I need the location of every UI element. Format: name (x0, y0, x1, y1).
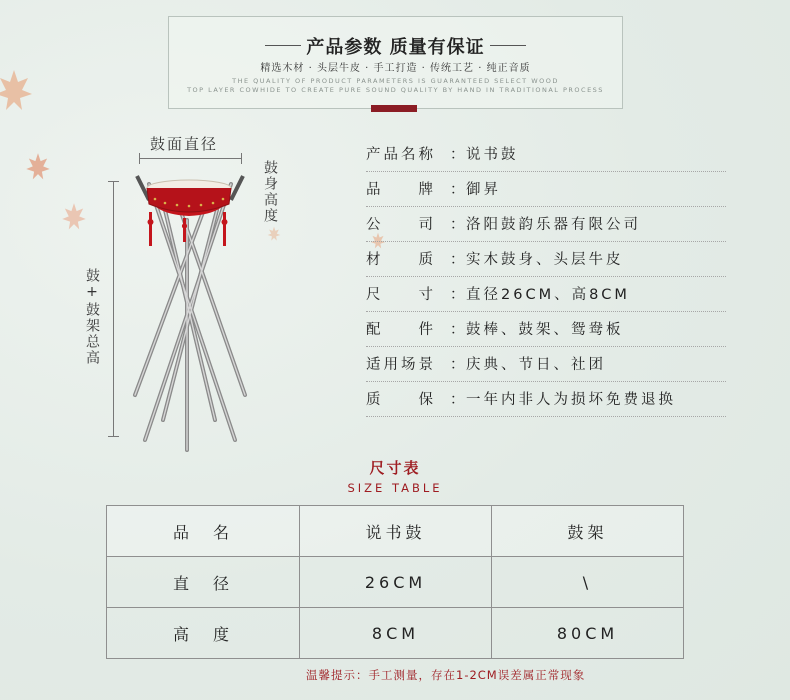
param-value: 御昇 (466, 182, 501, 198)
header-english-line-1: THE QUALITY OF PRODUCT PARAMETERS IS GUARANTEED SELECT WOOD (232, 77, 559, 85)
table-header-cell: 说书鼓 (300, 506, 492, 557)
header-title: 产品参数 质量有保证 (306, 37, 485, 58)
total-height-tick-top (108, 181, 119, 182)
param-colon: ： (450, 392, 468, 408)
param-colon: ： (450, 322, 468, 338)
size-table-title-en: SIZE TABLE (347, 481, 443, 495)
table-header-cell: 鼓架 (492, 506, 684, 557)
param-row-name (366, 137, 726, 172)
param-label: 品 牌 (366, 182, 436, 198)
param-colon: ： (450, 217, 468, 233)
table-row (107, 557, 684, 608)
param-colon: ： (450, 357, 468, 373)
param-row-size (366, 277, 726, 312)
maple-leaf-icon (60, 202, 88, 232)
param-colon: ： (450, 147, 468, 163)
param-row-accessories (366, 312, 726, 347)
param-value: 直径26CM、高8CM (466, 287, 630, 303)
param-label: 材 质 (366, 252, 436, 268)
total-height-tick-bottom (108, 436, 119, 437)
table-cell: 80CM (492, 608, 684, 659)
param-value: 一年内非人为损坏免费退换 (466, 392, 676, 408)
total-height-label: 鼓+鼓架总高 (84, 268, 100, 366)
total-height-dimension-line (113, 181, 114, 437)
param-row-scenarios (366, 347, 726, 382)
param-label: 产品名称 (366, 147, 436, 163)
header-card (168, 16, 623, 109)
param-colon: ： (450, 252, 468, 268)
param-colon: ： (450, 182, 468, 198)
drum-with-stand-image (125, 170, 255, 455)
param-value: 说书鼓 (466, 147, 519, 163)
header-accent-bar (371, 105, 417, 112)
table-cell: 8CM (300, 608, 492, 659)
param-label: 配 件 (366, 322, 436, 338)
table-cell: 26CM (300, 557, 492, 608)
maple-leaf-icon (22, 152, 54, 182)
table-header-cell: 品 名 (107, 506, 300, 557)
param-label: 质 保 (366, 392, 436, 408)
param-row-company (366, 207, 726, 242)
param-value: 洛阳鼓韵乐器有限公司 (466, 217, 641, 233)
title-divider-right (490, 45, 526, 46)
table-cell: 高 度 (107, 608, 300, 659)
param-row-warranty (366, 382, 726, 417)
diameter-tick-left (139, 153, 140, 164)
size-table-title: 尺寸表 (369, 459, 421, 477)
param-row-material (366, 242, 726, 277)
header-subtitle: 精选木材 · 头层牛皮 · 手工打造 · 传统工艺 · 纯正音质 (260, 63, 531, 74)
table-row (107, 608, 684, 659)
param-label: 适用场景 (366, 357, 436, 373)
param-value: 实木鼓身、头层牛皮 (466, 252, 624, 268)
param-label: 尺 寸 (366, 287, 436, 303)
drum-body-height-label: 鼓身高度 (262, 160, 278, 224)
param-value: 庆典、节日、社团 (466, 357, 606, 373)
table-cell: \ (492, 557, 684, 608)
maple-leaf-icon (0, 68, 34, 114)
diameter-tick-right (241, 153, 242, 164)
measurement-note: 温馨提示：手工测量，存在1-2CM误差属正常现象 (306, 668, 586, 682)
size-table (106, 505, 684, 659)
param-row-brand (366, 172, 726, 207)
param-colon: ： (450, 287, 468, 303)
param-label: 公 司 (366, 217, 436, 233)
drum-face-diameter-label: 鼓面直径 (150, 135, 219, 153)
maple-leaf-icon (266, 226, 282, 242)
diameter-dimension-line (139, 158, 242, 159)
header-english-line-2: TOP LAYER COWHIDE TO CREATE PURE SOUND QUALITY BY HAND IN TRADITIONAL PROCESS (187, 86, 604, 94)
table-header-row (107, 506, 684, 557)
param-value: 鼓棒、鼓架、鸳鸯板 (466, 322, 624, 338)
table-cell: 直 径 (107, 557, 300, 608)
